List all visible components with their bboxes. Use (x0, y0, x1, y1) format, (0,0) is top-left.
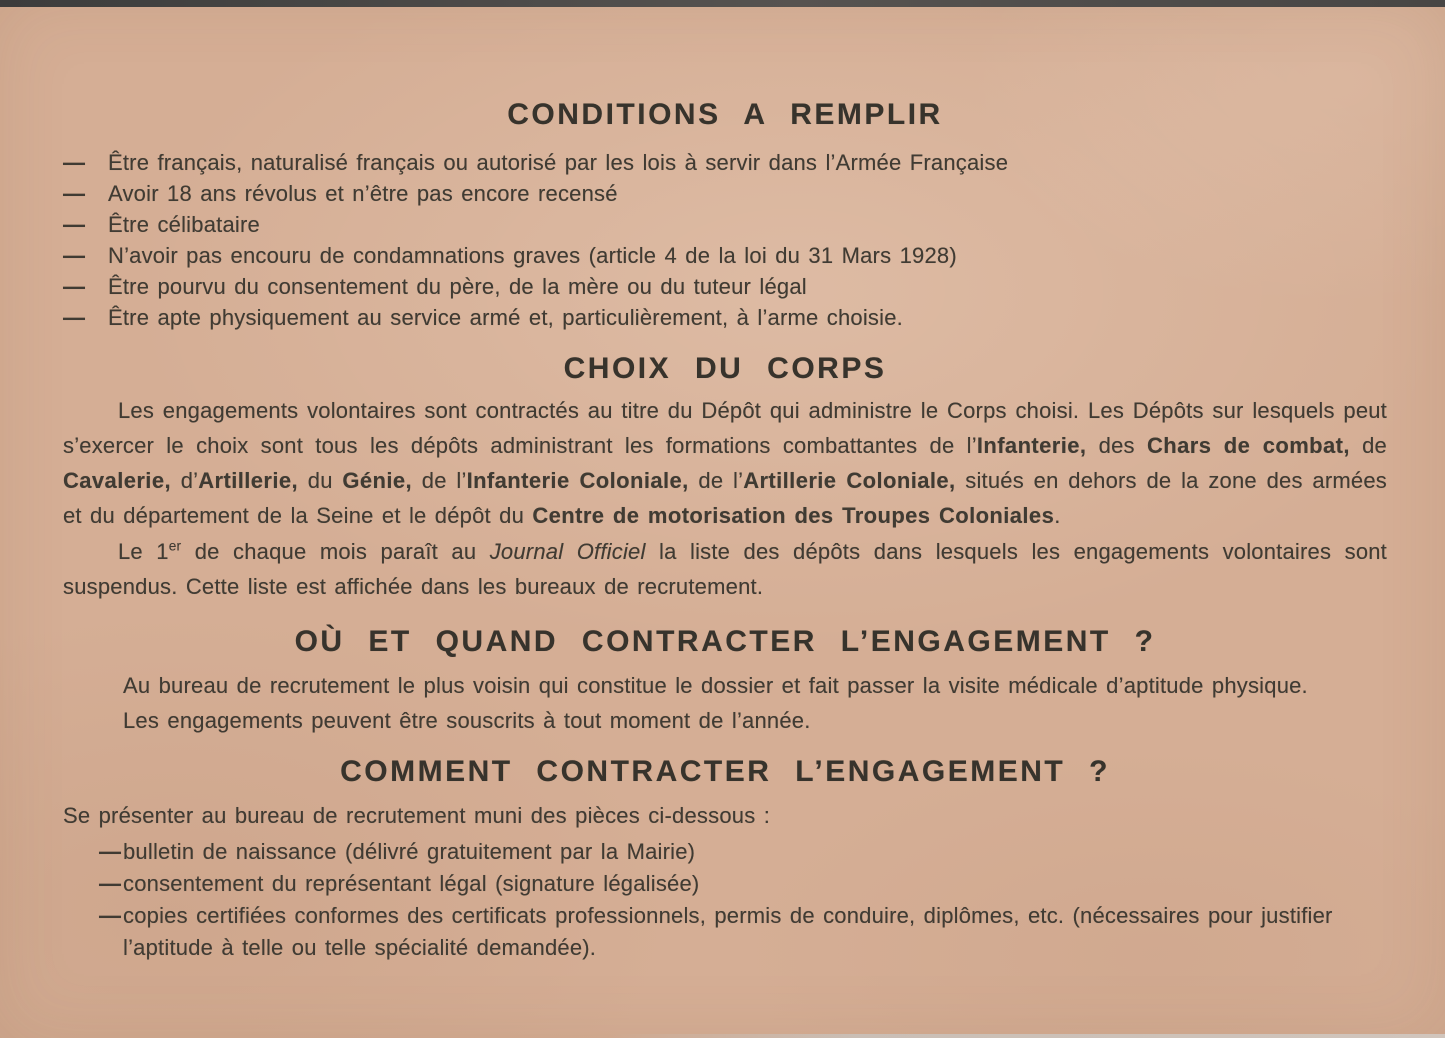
section-title-comment: COMMENT CONTRACTER L’ENGAGEMENT ? (340, 755, 1110, 788)
list-item (63, 302, 1387, 333)
list-item (63, 209, 1387, 240)
text-segment: . (1054, 503, 1061, 528)
text-segment: de (1349, 433, 1387, 458)
condition-text: Être français, naturalisé français ou autorisé par les lois à servir dans l’Armée Française (108, 150, 1009, 175)
text-segment: de chaque mois paraît au (181, 539, 490, 564)
dash-marker: — (63, 274, 86, 299)
document-text: consentement du représentant légal (signature légalisée) (123, 871, 700, 896)
list-item (63, 178, 1387, 209)
dash-marker: — (63, 212, 86, 237)
text-segment: Infanterie Coloniale, (466, 468, 689, 493)
text-segment: Infanterie, (976, 433, 1087, 458)
text-segment: Centre de motorisation des Troupes Coloniales (532, 503, 1055, 528)
text-segment: Artillerie Coloniale, (743, 468, 956, 493)
dash-marker: — (99, 903, 122, 928)
list-item (99, 900, 1387, 964)
list-item (99, 836, 1387, 868)
scan-edge-bottom (607, 1034, 1445, 1038)
text-segment: Génie, (342, 468, 413, 493)
text-segment: d’ (170, 468, 199, 493)
text-segment: Cavalerie, (63, 468, 171, 493)
dash-marker: — (99, 871, 122, 896)
dash-marker: — (63, 305, 86, 330)
ou-quand-paragraph (123, 668, 1387, 738)
condition-text: Avoir 18 ans révolus et n’être pas encore recensé (108, 181, 618, 206)
choix-paragraph-2 (63, 534, 1387, 604)
dash-marker: — (63, 150, 86, 175)
list-item (63, 147, 1387, 178)
list-item (63, 240, 1387, 271)
paragraph-line: Au bureau de recrutement le plus voisin qui constitue le dossier et fait passer la visite médicale d’aptitude physique. (123, 673, 1308, 698)
section-title-choix: CHOIX DU CORPS (563, 352, 887, 385)
text-segment: de l’ (412, 468, 467, 493)
text-segment: du (298, 468, 343, 493)
documents-list (99, 836, 1387, 964)
dash-marker: — (99, 839, 122, 864)
condition-text: Être pourvu du consentement du père, de la mère ou du tuteur légal (108, 274, 807, 299)
paragraph-line: Les engagements peuvent être souscrits à tout moment de l’année. (123, 708, 811, 733)
list-item (63, 271, 1387, 302)
dash-marker: — (63, 243, 86, 268)
condition-text: N’avoir pas encouru de condamnations graves (article 4 de la loi du 31 Mars 1928) (108, 243, 957, 268)
list-item (99, 868, 1387, 900)
text-segment: er (168, 538, 182, 554)
text-segment: des (1086, 433, 1147, 458)
text-segment: Artillerie, (198, 468, 299, 493)
text-segment: Le 1 (118, 539, 169, 564)
dash-marker: — (63, 181, 86, 206)
section-title-conditions: CONDITIONS A REMPLIR (507, 98, 943, 131)
conditions-list (63, 147, 1387, 333)
document-text: copies certifiées conformes des certificats professionnels, permis de conduire, diplômes, etc. (nécessaires pour justifier l’aptitude à telle ou telle spécialité demandée). (123, 903, 1333, 960)
text-segment: la liste des dépôts dans lesquels les engagements volontaires sont suspendus. Cette liste est affichée dans les bureaux de recrutement. (63, 539, 1387, 599)
text-segment: de l’ (688, 468, 744, 493)
condition-text: Être apte physiquement au service armé et, particulièrement, à l’arme choisie. (108, 305, 903, 330)
text-segment: situés en dehors de la zone des armées et du département de la Seine et le dépôt du (63, 468, 1387, 528)
text-segment: Les engagements volontaires sont contractés au titre du Dépôt qui administre le Corps choisi. Les Dépôts sur lesquels peut s’exercer le choix sont tous les dépôts administrant les formations combattantes de l’ (63, 398, 1387, 458)
comment-intro: Se présenter au bureau de recrutement muni des pièces ci-dessous : (63, 803, 771, 828)
section-title-ou-quand: OÙ ET QUAND CONTRACTER L’ENGAGEMENT ? (294, 625, 1156, 658)
choix-paragraph-1 (63, 393, 1387, 533)
text-segment: Journal Officiel (489, 539, 646, 564)
condition-text: Être célibataire (108, 212, 260, 237)
document-text: bulletin de naissance (délivré gratuitement par la Mairie) (123, 839, 696, 864)
text-segment: Chars de combat, (1146, 433, 1350, 458)
